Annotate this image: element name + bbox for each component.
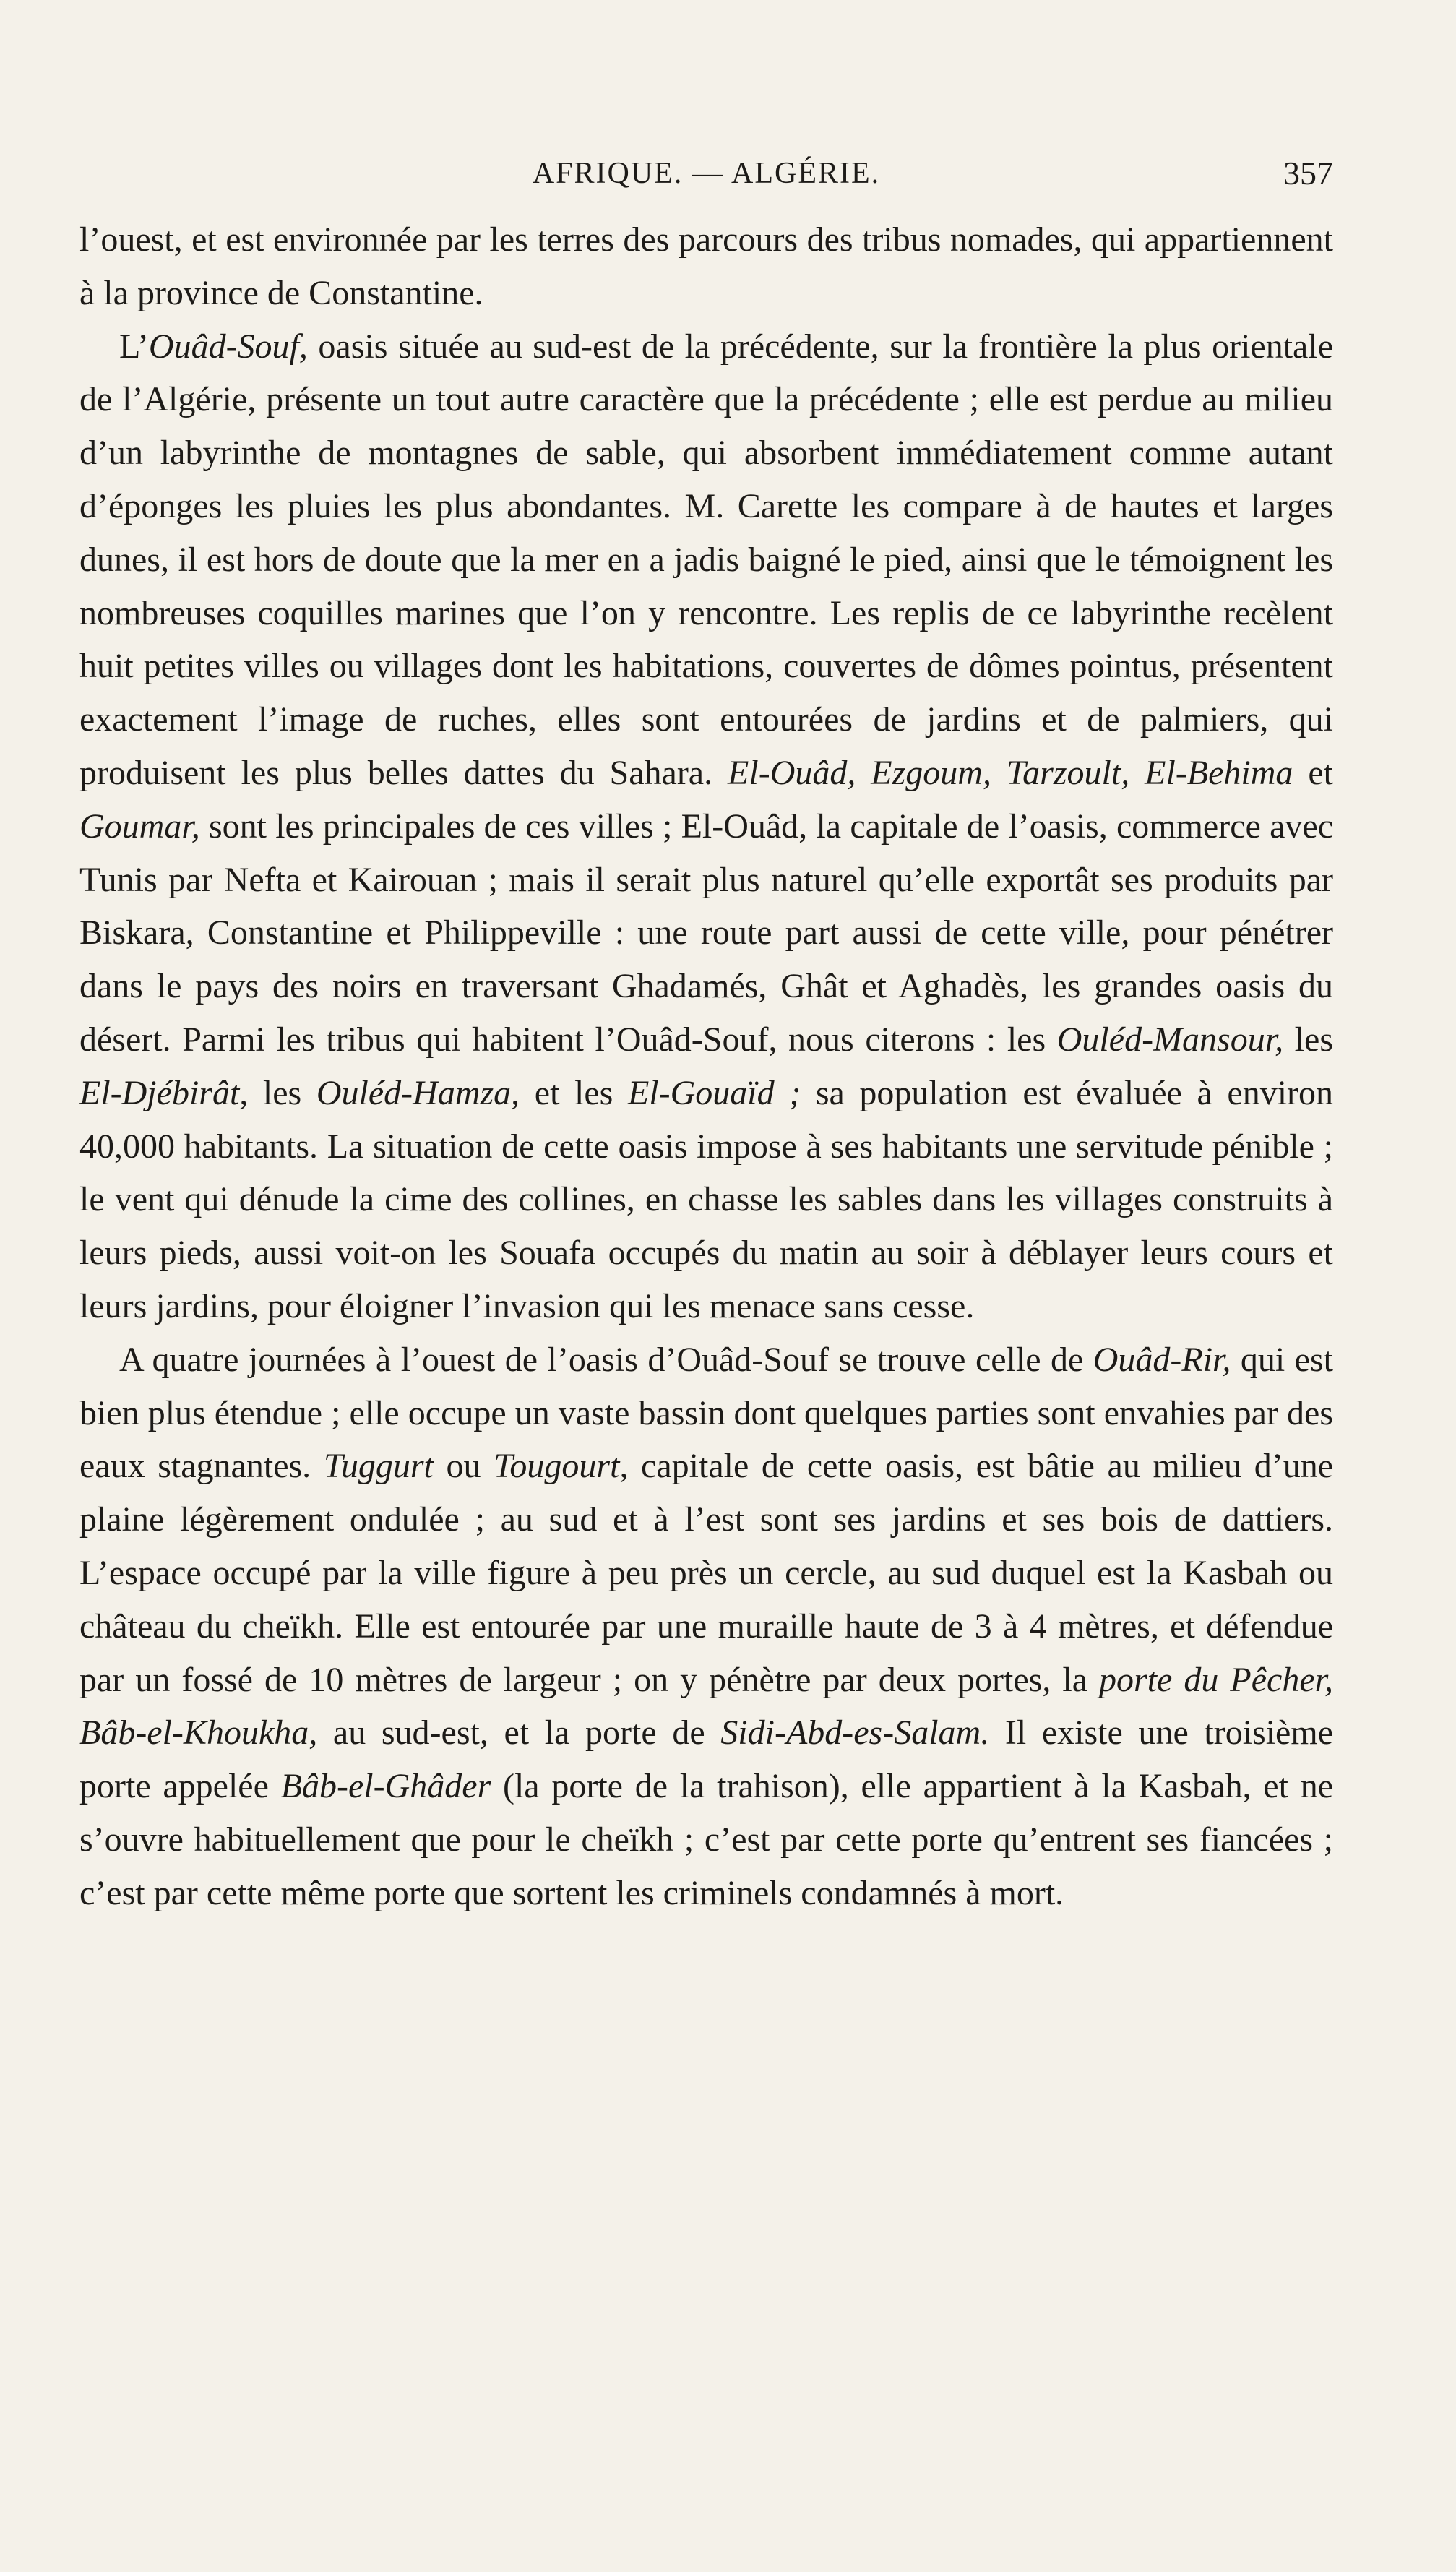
italic-term: Sidi-Abd-es-Salam. bbox=[720, 1713, 990, 1752]
italic-term: Tougourt, bbox=[494, 1447, 629, 1486]
running-title: AFRIQUE. — ALGÉRIE. bbox=[532, 157, 881, 190]
italic-term: El-Gouaïd ; bbox=[627, 1073, 801, 1112]
italic-term: Tuggurt bbox=[323, 1447, 434, 1486]
italic-term: Ouâd-Souf, bbox=[148, 327, 308, 366]
italic-term: porte du Pêcher, Bâb-el-Khoukha, bbox=[79, 1660, 1333, 1752]
paragraph bbox=[79, 1333, 1333, 1920]
italic-term: Ouléd-Hamza, bbox=[316, 1073, 520, 1112]
text-run: (la porte de la trahison), elle appartient à la Kasbah, et ne s’ouvre habituellement que pour le cheïkh ; c’est par cette porte qu’entrent ses fiancées ; c’est par cette même porte que sortent les criminels condamnés à mort. bbox=[79, 1767, 1333, 1912]
text-run: sont les principales de ces villes ; El-Ouâd, la capitale de l’oasis, commerce avec Tunis par Nefta et Kairouan ; mais il serait plus naturel qu’elle exportât ses produits par Biskara, Constantine et Philippeville : une route part aussi de cette ville, pour pénétrer dans le pays des noirs en traversant Ghadamés, Ghât et Aghadès, les grandes oasis du désert. Parmi les tribus qui habitent l’Ouâd-Souf, nous citerons : les bbox=[79, 807, 1333, 1059]
paragraph bbox=[79, 320, 1333, 1333]
text-run: les bbox=[1283, 1020, 1334, 1059]
text-run: oasis située au sud-est de la précédente, sur la frontière la plus orientale de l’Algérie, présente un tout autre caractère que la précédente ; elle est perdue au milieu d’un labyrinthe de montagnes de sable, qui absorbent immédiatement comme autant d’éponges les pluies les plus abondantes. M. Carette les compare à de hautes et larges dunes, il est hors de doute que la mer en a jadis baigné le pied, ainsi que le témoignent les nombreuses coquilles marines que l’on y rencontre. Les replis de ce labyrinthe recèlent huit petites villes ou villages dont les habitations, couvertes de dômes pointus, présentent exactement l’image de ruches, elles sont entourées de jardins et de palmiers, qui produisent les plus belles dattes du Sahara. bbox=[79, 327, 1333, 792]
text-run: au sud-est, et la porte de bbox=[317, 1713, 721, 1752]
italic-term: Bâb-el-Ghâder bbox=[280, 1767, 491, 1806]
text-run: L’ bbox=[119, 327, 149, 366]
italic-term: El-Ouâd, Ezgoum, Tarzoult, El-Behima bbox=[728, 753, 1293, 792]
text-run: l’ouest, et est environnée par les terres des parcours des tribus nomades, qui appartiennent à la province de Constantine. bbox=[79, 220, 1333, 312]
text-run: qui est bien plus étendue ; elle occupe un vaste bassin dont quelques parties sont envahies par des eaux stagnantes. bbox=[79, 1340, 1333, 1486]
text-run: ou bbox=[433, 1447, 494, 1486]
body-text bbox=[79, 213, 1333, 1920]
text-run: A quatre journées à l’ouest de l’oasis d’Ouâd-Souf se trouve celle de bbox=[119, 1340, 1093, 1379]
italic-term: El-Djébirât, bbox=[79, 1073, 249, 1112]
paragraph bbox=[79, 213, 1333, 320]
text-run: sa population est évaluée à environ 40,000 habitants. La situation de cette oasis impose à ses habitants une servitude pénible ; le vent qui dénude la cime des collines, en chasse les sables dans les villages construits à leurs pieds, aussi voit-on les Souafa occupés du matin au soir à déblayer leurs cours et leurs jardins, pour éloigner l’invasion qui les menace sans cesse. bbox=[79, 1073, 1334, 1325]
running-head bbox=[79, 152, 1333, 195]
italic-term: Goumar, bbox=[79, 807, 200, 846]
text-run: les bbox=[248, 1073, 316, 1112]
italic-term: Ouléd-Mansour, bbox=[1056, 1020, 1284, 1059]
page-number: 357 bbox=[1283, 155, 1333, 192]
text-run: Il existe une troisième porte appelée bbox=[79, 1713, 1334, 1806]
italic-term: Ouâd-Rir, bbox=[1093, 1340, 1231, 1379]
text-run: et les bbox=[520, 1073, 628, 1112]
text-run: et bbox=[1293, 753, 1333, 792]
text-run: capitale de cette oasis, est bâtie au milieu d’une plaine légèrement ondulée ; au sud et à l’est sont ses jardins et ses bois de dattiers. L’espace occupé par la ville figure à peu près un cercle, au sud duquel est la Kasbah ou château du cheïkh. Elle est entourée par une muraille haute de 3 à 4 mètres, et défendue par un fossé de 10 mètres de largeur ; on y pénètre par deux portes, la bbox=[79, 1447, 1334, 1699]
